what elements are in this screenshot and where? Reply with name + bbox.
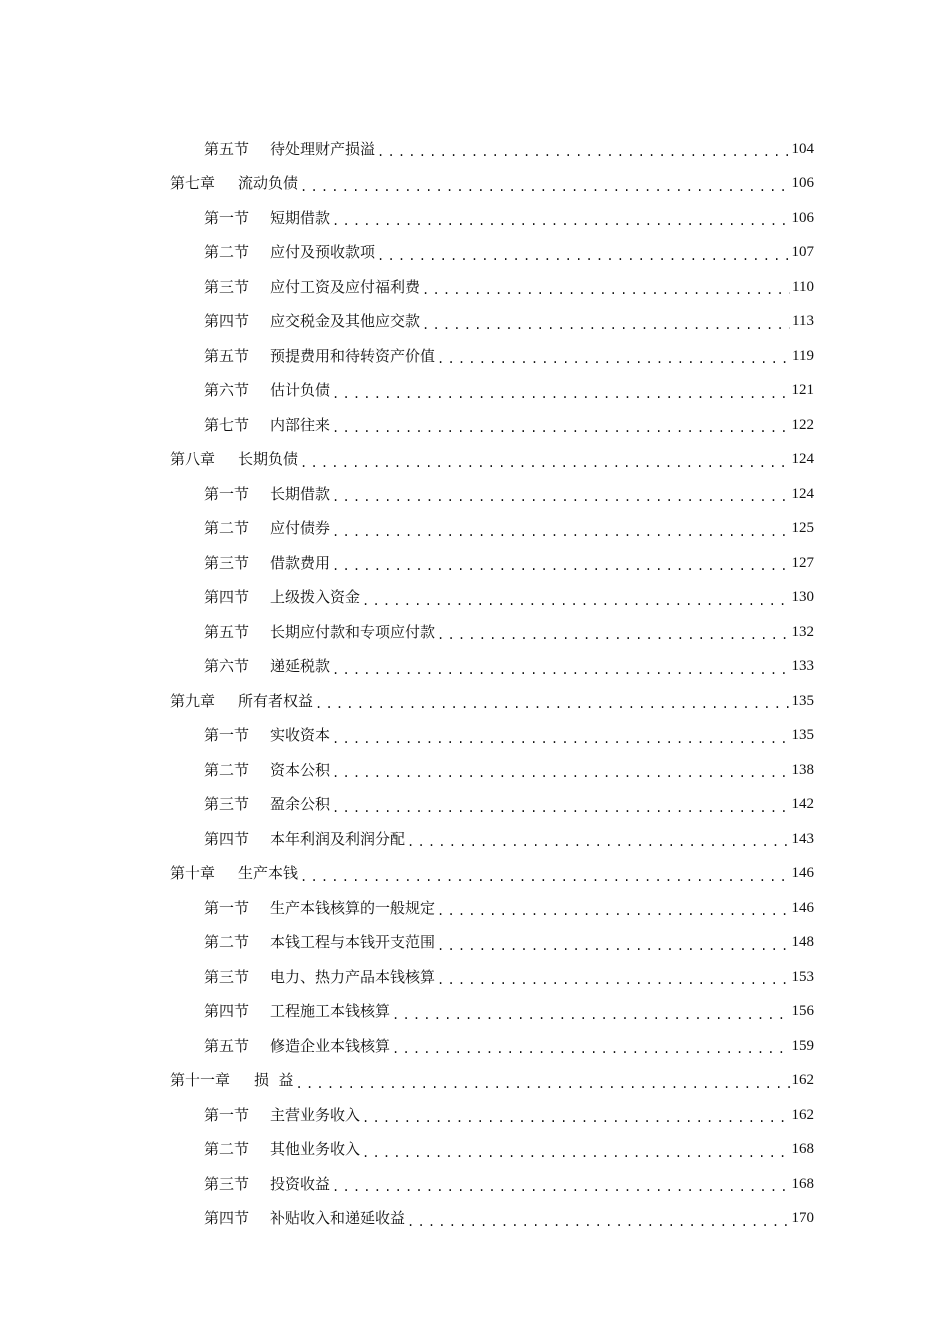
toc-page-number: 162 — [791, 1106, 814, 1123]
toc-entry-number: 第七章 — [170, 174, 216, 193]
toc-entry-label — [204, 1105, 361, 1124]
toc-dot-leader — [332, 1181, 789, 1193]
toc-entry-label — [170, 452, 298, 467]
toc-entry-number: 第一节 — [204, 726, 250, 745]
toc-section-entry[interactable] — [0, 615, 950, 650]
toc-entry-title: 补贴收入和递延收益 — [270, 1209, 406, 1228]
toc-entry-label — [204, 553, 331, 572]
toc-entry-number: 第七节 — [204, 415, 250, 434]
toc-page-number: 122 — [791, 416, 814, 433]
toc-dot-leader — [332, 491, 789, 503]
toc-entry-number: 第四节 — [204, 829, 250, 848]
toc-dot-leader — [332, 767, 789, 779]
toc-page-number: 156 — [791, 1003, 814, 1020]
toc-page-number: 135 — [791, 692, 814, 709]
toc-page-number: 133 — [791, 658, 814, 675]
toc-entry-title: 上级拨入资金 — [270, 588, 361, 607]
toc-entry-number: 第三节 — [204, 795, 250, 814]
toc-entry-label — [204, 967, 436, 986]
toc-chapter-entry[interactable] — [0, 857, 950, 892]
toc-chapter-entry[interactable] — [0, 167, 950, 202]
toc-section-entry[interactable] — [0, 132, 950, 167]
toc-entry-title: 主营业务收入 — [270, 1105, 361, 1124]
toc-entry-label — [204, 208, 331, 227]
toc-entry-label — [170, 176, 298, 191]
toc-entry-label — [204, 1211, 405, 1226]
toc-section-entry[interactable] — [0, 374, 950, 409]
toc-dot-leader — [300, 871, 789, 883]
toc-section-entry[interactable] — [0, 719, 950, 754]
toc-page-number: 168 — [791, 1141, 814, 1158]
toc-entry-title: 其他业务收入 — [270, 1140, 361, 1159]
toc-dot-leader — [422, 319, 790, 331]
toc-entry-number: 第二节 — [204, 1140, 250, 1159]
toc-section-entry[interactable] — [0, 1029, 950, 1064]
toc-section-entry[interactable] — [0, 581, 950, 616]
toc-page-number: 124 — [791, 485, 814, 502]
toc-dot-leader — [332, 422, 789, 434]
toc-page-number: 143 — [791, 830, 814, 847]
toc-page-number: 142 — [791, 796, 814, 813]
toc-entry-title: 应付债券 — [270, 519, 331, 538]
toc-dot-leader — [392, 1009, 789, 1021]
toc-entry-title: 所有者权益 — [238, 691, 314, 710]
toc-dot-leader — [332, 215, 789, 227]
toc-entry-label — [204, 1142, 360, 1157]
toc-page-number: 159 — [791, 1037, 814, 1054]
toc-entry-number: 第五节 — [204, 622, 250, 641]
toc-section-entry[interactable] — [0, 788, 950, 823]
toc-entry-title: 工程施工本钱核算 — [270, 1002, 391, 1021]
toc-entry-title: 本年利润及利润分配 — [270, 829, 406, 848]
toc-entry-number: 第三节 — [204, 277, 250, 296]
toc-entry-title: 修造企业本钱核算 — [270, 1036, 391, 1055]
toc-entry-number: 第一节 — [204, 898, 250, 917]
toc-dot-leader — [332, 388, 789, 400]
toc-entry-number: 第四节 — [204, 312, 250, 331]
toc-dot-leader — [332, 733, 789, 745]
toc-page-number: 113 — [792, 313, 814, 330]
toc-entry-title: 长期应付款和专项应付款 — [270, 622, 436, 641]
toc-entry-number: 第六节 — [204, 381, 250, 400]
table-of-contents — [0, 132, 950, 1236]
toc-entry-title: 借款费用 — [270, 553, 331, 572]
toc-dot-leader — [315, 698, 789, 710]
toc-entry-label — [204, 590, 360, 605]
toc-section-entry[interactable] — [0, 201, 950, 236]
toc-page-number: 106 — [791, 175, 814, 192]
toc-entry-label — [204, 935, 435, 950]
toc-entry-number: 第四节 — [204, 588, 250, 607]
toc-entry-label — [204, 484, 331, 503]
toc-section-entry[interactable] — [0, 822, 950, 857]
toc-entry-number: 第十一章 — [170, 1071, 231, 1090]
toc-page-number: 127 — [791, 554, 814, 571]
toc-page-number: 104 — [791, 140, 814, 157]
toc-dot-leader — [407, 836, 789, 848]
toc-entry-title: 电力、热力产品本钱核算 — [270, 967, 436, 986]
toc-chapter-entry[interactable] — [0, 443, 950, 478]
toc-entry-label — [170, 1073, 294, 1088]
toc-section-entry[interactable] — [0, 891, 950, 926]
toc-entry-label — [204, 245, 375, 260]
toc-page-number: 125 — [791, 520, 814, 537]
toc-entry-label — [204, 797, 330, 812]
toc-page-number: 170 — [791, 1210, 814, 1227]
toc-entry-number: 第二节 — [204, 243, 250, 262]
toc-entry-number: 第三节 — [204, 553, 250, 572]
toc-entry-number: 第三节 — [204, 967, 250, 986]
toc-section-entry[interactable] — [0, 339, 950, 374]
toc-section-entry[interactable] — [0, 926, 950, 961]
toc-entry-number: 第一节 — [204, 484, 250, 503]
toc-page-number: 153 — [791, 968, 814, 985]
toc-page-number: 107 — [791, 244, 814, 261]
toc-page-number: 146 — [791, 899, 814, 916]
toc-section-entry[interactable] — [0, 512, 950, 547]
toc-dot-leader — [407, 1216, 789, 1228]
toc-dot-leader — [437, 905, 789, 917]
toc-dot-leader — [300, 181, 789, 193]
toc-entry-label — [204, 728, 330, 743]
toc-entry-title: 盈余公积 — [270, 795, 331, 814]
toc-entry-title: 投资收益 — [270, 1174, 331, 1193]
toc-entry-title: 生产本钱 — [238, 864, 299, 883]
toc-entry-title: 短期借款 — [270, 208, 331, 227]
toc-section-entry[interactable] — [0, 236, 950, 271]
toc-dot-leader — [392, 1043, 789, 1055]
toc-entry-label — [204, 1174, 331, 1193]
toc-entry-label — [204, 415, 331, 434]
toc-dot-leader — [332, 560, 789, 572]
toc-entry-title: 长期借款 — [270, 484, 331, 503]
toc-entry-label — [204, 898, 436, 917]
toc-entry-label — [204, 760, 331, 779]
toc-section-entry[interactable] — [0, 650, 950, 685]
toc-entry-number: 第九章 — [170, 691, 216, 710]
toc-entry-number: 第八章 — [170, 450, 216, 469]
toc-page-number: 121 — [791, 382, 814, 399]
toc-section-entry[interactable] — [0, 1202, 950, 1237]
toc-page-number: 124 — [791, 451, 814, 468]
toc-dot-leader — [437, 974, 789, 986]
toc-entry-label — [204, 383, 330, 398]
toc-entry-label — [204, 314, 420, 329]
toc-dot-leader — [296, 1078, 790, 1090]
toc-dot-leader — [437, 940, 789, 952]
toc-section-entry[interactable] — [0, 1098, 950, 1133]
toc-chapter-entry[interactable] — [0, 684, 950, 719]
toc-dot-leader — [332, 664, 789, 676]
toc-entry-title: 损 益 — [254, 1071, 294, 1090]
toc-section-entry[interactable] — [0, 270, 950, 305]
toc-section-entry[interactable] — [0, 305, 950, 340]
toc-section-entry[interactable] — [0, 995, 950, 1030]
toc-entry-label — [170, 866, 298, 881]
toc-entry-number: 第二节 — [204, 933, 250, 952]
toc-page-number: 168 — [791, 1175, 814, 1192]
toc-page-number: 119 — [792, 347, 814, 364]
toc-entry-label — [204, 829, 406, 848]
toc-entry-title: 应交税金及其他应交款 — [270, 312, 421, 331]
toc-section-entry[interactable] — [0, 546, 950, 581]
toc-dot-leader — [437, 353, 790, 365]
toc-entry-number: 第四节 — [204, 1209, 250, 1228]
toc-dot-leader — [300, 457, 789, 469]
toc-page-number: 130 — [791, 589, 814, 606]
toc-entry-label — [204, 139, 376, 158]
toc-page-number: 135 — [791, 727, 814, 744]
toc-entry-title: 实收资本 — [270, 726, 331, 745]
toc-dot-leader — [362, 1112, 789, 1124]
toc-entry-title: 本钱工程与本钱开支范围 — [270, 933, 436, 952]
toc-entry-number: 第一节 — [204, 1105, 250, 1124]
toc-section-entry[interactable] — [0, 477, 950, 512]
toc-entry-title: 内部往来 — [270, 415, 331, 434]
toc-entry-title: 估计负债 — [270, 381, 331, 400]
toc-section-entry[interactable] — [0, 1167, 950, 1202]
toc-entry-number: 第二节 — [204, 519, 250, 538]
toc-dot-leader — [437, 629, 789, 641]
toc-section-entry[interactable] — [0, 753, 950, 788]
toc-entry-label — [204, 277, 421, 296]
toc-entry-number: 第二节 — [204, 760, 250, 779]
toc-dot-leader — [377, 146, 789, 158]
toc-entry-title: 应付及预收款项 — [270, 243, 376, 262]
toc-entry-title: 待处理财产损溢 — [270, 139, 376, 158]
toc-page-number: 148 — [791, 934, 814, 951]
toc-entry-number: 第六节 — [204, 657, 250, 676]
toc-entry-number: 第十章 — [170, 864, 216, 883]
toc-entry-label — [204, 521, 330, 536]
toc-entry-title: 递延税款 — [270, 657, 331, 676]
toc-entry-label — [204, 1004, 390, 1019]
toc-entry-label — [204, 346, 436, 365]
toc-entry-number: 第五节 — [204, 1036, 250, 1055]
toc-entry-title: 应付工资及应付福利费 — [270, 277, 421, 296]
toc-entry-number: 第四节 — [204, 1002, 250, 1021]
toc-dot-leader — [362, 595, 789, 607]
toc-page-number: 162 — [791, 1072, 814, 1089]
toc-entry-label — [204, 659, 330, 674]
toc-entry-number: 第五节 — [204, 139, 250, 158]
toc-entry-number: 第三节 — [204, 1174, 250, 1193]
toc-entry-label — [204, 1036, 391, 1055]
toc-dot-leader — [362, 1147, 789, 1159]
toc-dot-leader — [332, 526, 789, 538]
toc-section-entry[interactable] — [0, 1133, 950, 1168]
toc-entry-title: 长期负债 — [238, 450, 299, 469]
toc-entry-label — [204, 622, 436, 641]
toc-entry-number: 第五节 — [204, 346, 250, 365]
toc-entry-label — [170, 691, 314, 710]
toc-entry-title: 资本公积 — [270, 760, 331, 779]
toc-page-number: 138 — [791, 761, 814, 778]
toc-section-entry[interactable] — [0, 960, 950, 995]
toc-page-number: 146 — [791, 865, 814, 882]
toc-entry-title: 流动负债 — [238, 174, 299, 193]
toc-chapter-entry[interactable] — [0, 1064, 950, 1099]
toc-entry-number: 第一节 — [204, 208, 250, 227]
toc-dot-leader — [332, 802, 789, 814]
toc-entry-title: 预提费用和待转资产价值 — [270, 346, 436, 365]
toc-page-number: 110 — [792, 278, 814, 295]
toc-dot-leader — [377, 250, 789, 262]
toc-entry-title: 生产本钱核算的一般规定 — [270, 898, 436, 917]
toc-page-number: 106 — [791, 209, 814, 226]
toc-section-entry[interactable] — [0, 408, 950, 443]
toc-dot-leader — [422, 284, 790, 296]
toc-page-number: 132 — [791, 623, 814, 640]
